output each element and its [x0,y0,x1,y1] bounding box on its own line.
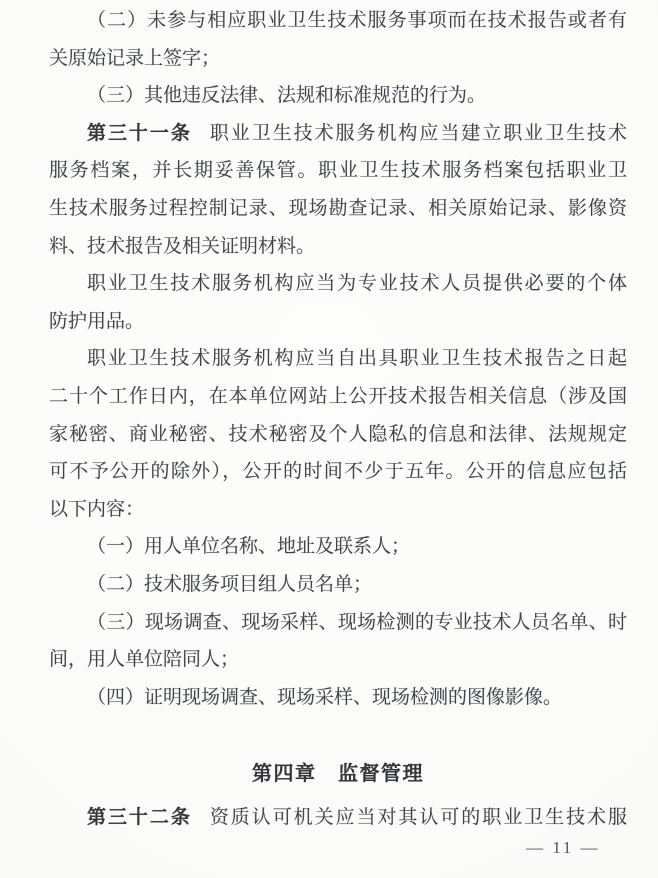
chapter-heading: 第四章 监督管理 [252,763,424,786]
article-number: 第三十二条 [87,806,192,828]
article-line [49,115,627,153]
text-line: 二十个工作日内，在本单位网站上公开技术报告相关信息（涉及国 [49,385,627,407]
text-line: （三）其他违反法律、法规和标准规范的行为。 [87,85,487,107]
text-line: 家秘密、商业秘密、技术秘密及个人隐私的信息和法律、法规规定 [49,423,627,445]
text-line: （二）未参与相应职业卫生技术服务事项而在技术报告或者有 [87,10,627,31]
text-line: 可不予公开的除外），公开的时间不少于五年。公开的信息应包括 [49,461,627,483]
text-line: 以下内容： [49,498,145,520]
text-line: 职业卫生技术服务机构应当为专业技术人员提供必要的个体 [87,273,627,295]
article-text: 职业卫生技术服务机构应当建立职业卫生技术 [209,122,627,144]
text-line: 防护用品。 [49,310,145,332]
text-line: 职业卫生技术服务机构应当自出具职业卫生技术报告之日起 [87,348,627,370]
article-line [49,799,627,837]
text-line: 关原始记录上签字； [49,47,221,69]
text-line: 间，用人单位陪同人； [49,649,240,671]
article-number: 第三十一条 [87,122,192,144]
article-text: 资质认可机关应当对其认可的职业卫生技术服 [209,806,627,828]
text-line: （一）用人单位名称、地址及联系人； [87,536,411,558]
text-line: 料、技术报告及相关证明材料。 [49,235,316,257]
text-line: （三）现场调查、现场采样、现场检测的专业技术人员名单、时 [87,611,627,633]
text-line: （四）证明现场调查、现场采样、现场检测的图像影像。 [87,686,563,708]
text-line: 生技术服务过程控制记录、现场勘查记录、相关原始记录、影像资 [49,197,627,219]
document-body [49,2,627,836]
page-number: — 11 — [526,838,600,857]
text-line: （二）技术服务项目组人员名单； [87,573,373,595]
text-line: 服务档案，并长期妥善保管。职业卫生技术服务档案包括职业卫 [49,160,627,182]
